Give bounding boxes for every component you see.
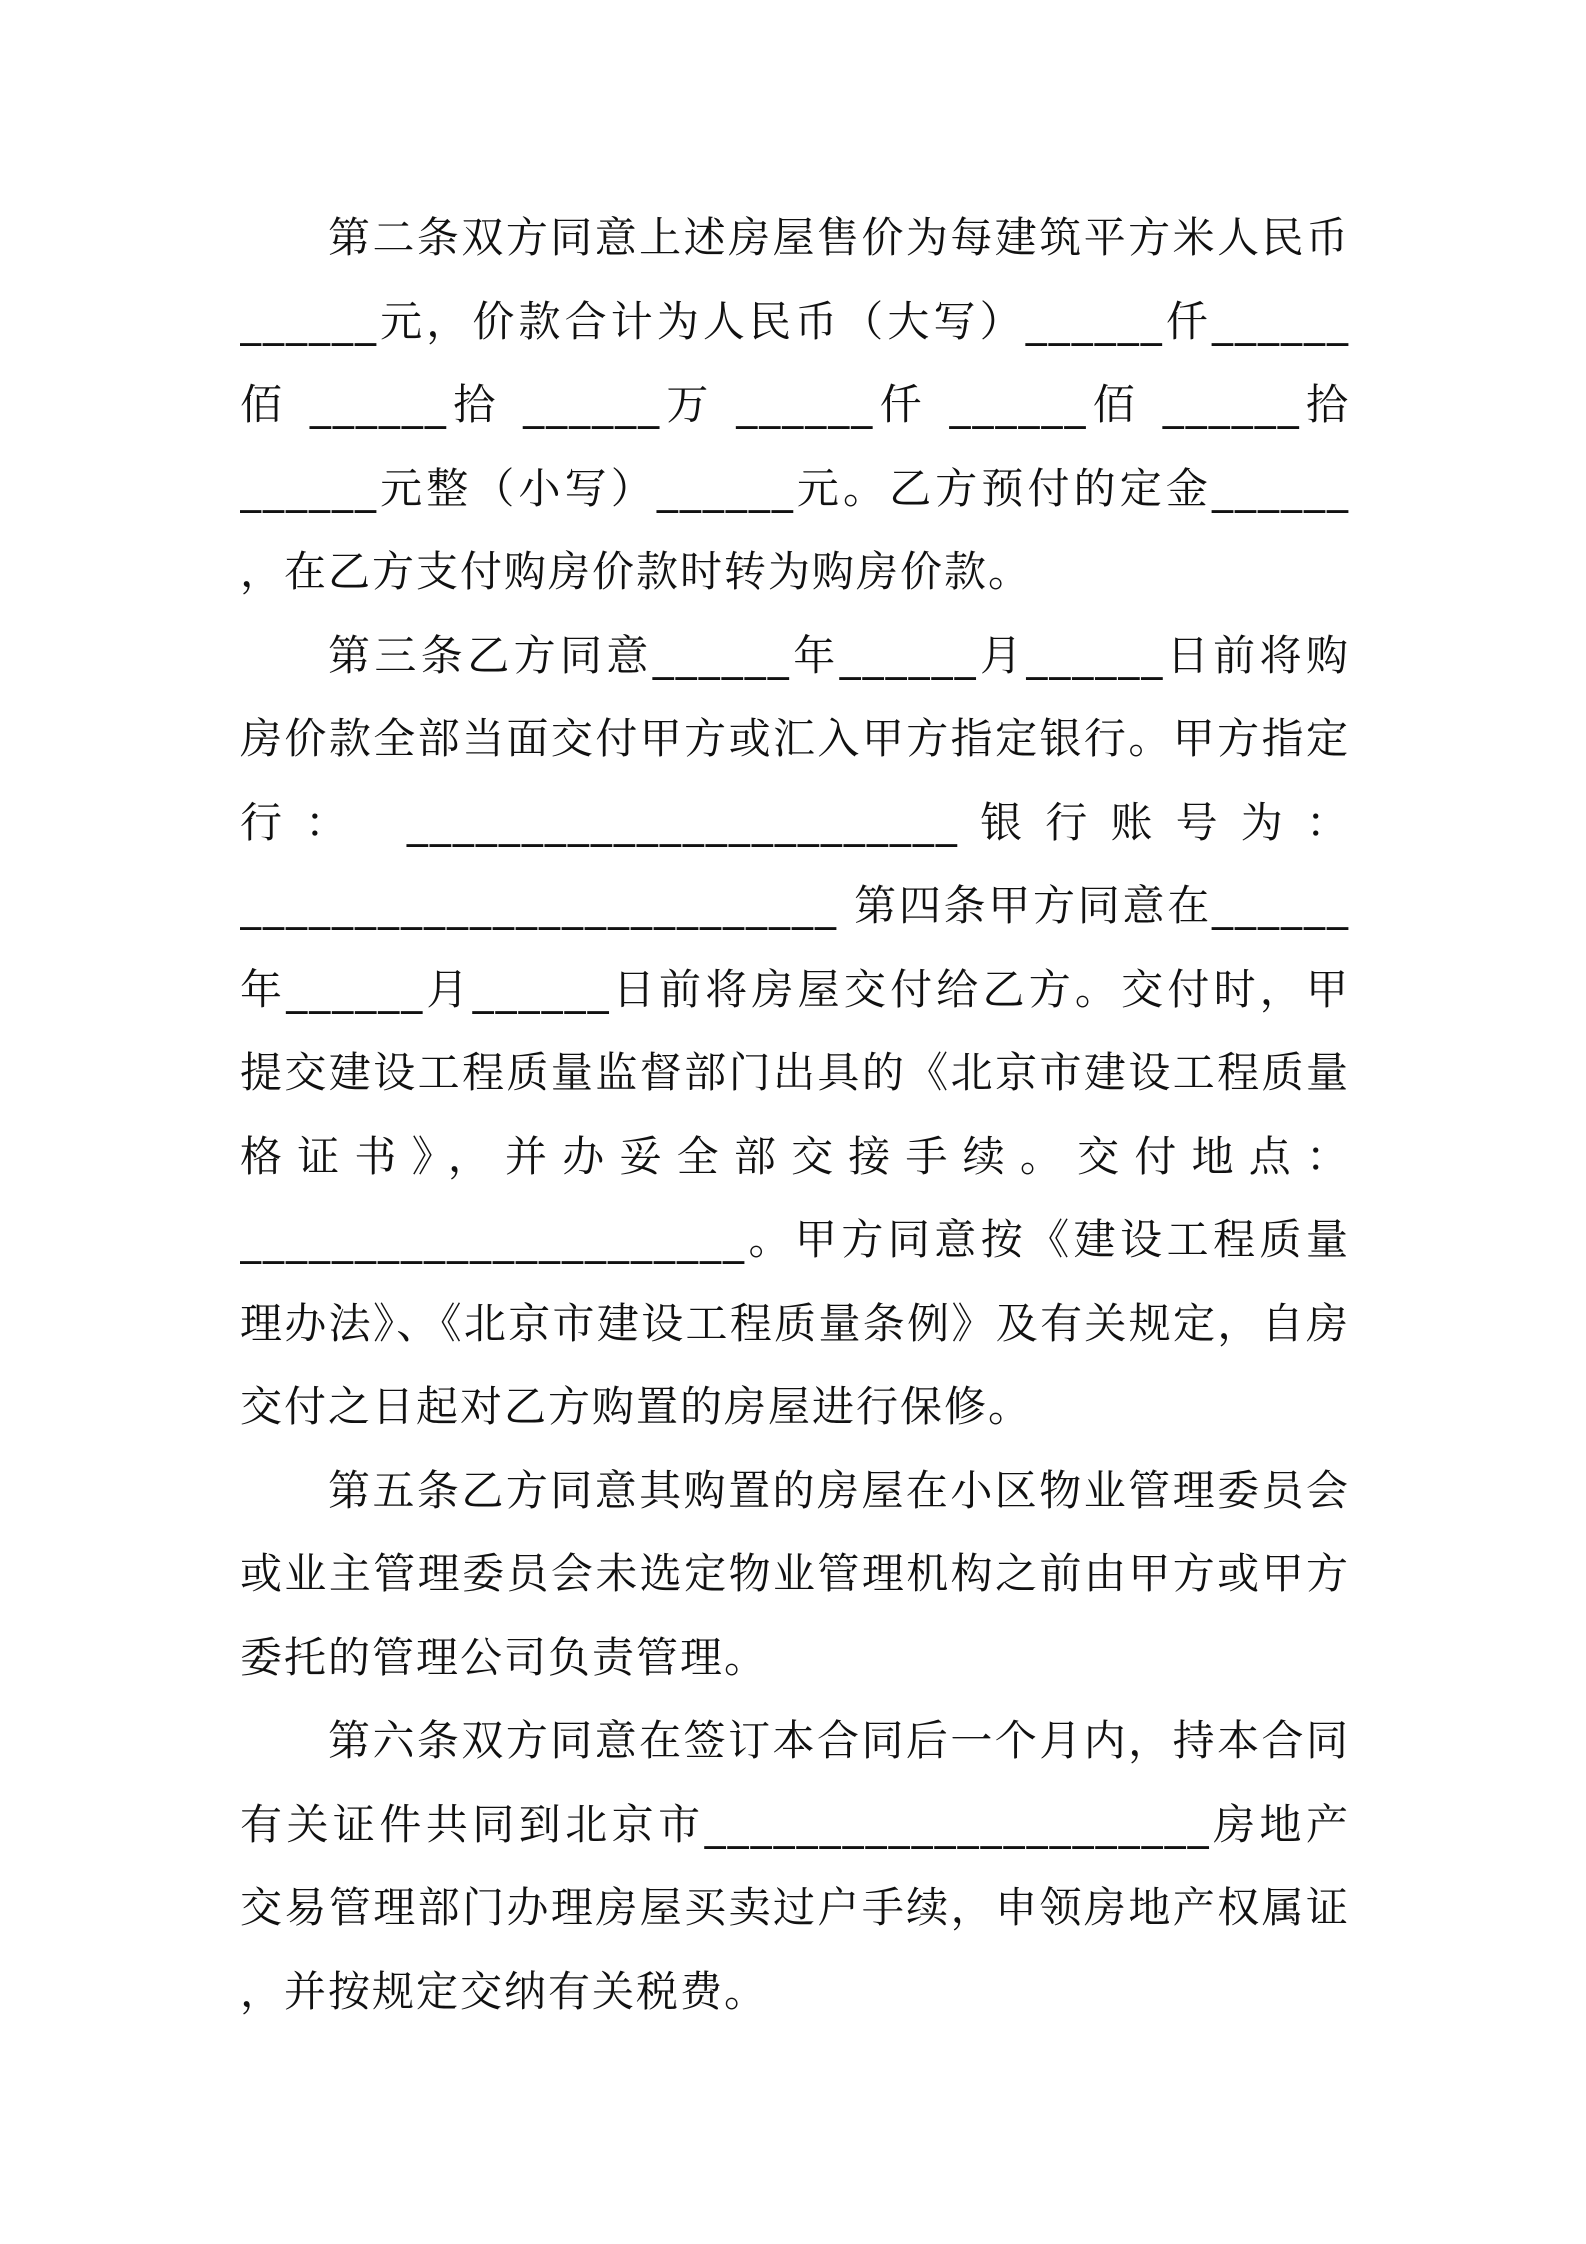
article-3-line-3: 行： ________________________银行账号为： <box>240 797 1350 847</box>
article-4-line-3: 提交建设工程质量监督部门出具的《北京市建设工程质量 <box>240 1048 1350 1097</box>
article-3-line-2: 房价款全部当面交付甲方或汇入甲方指定银行。甲方指定 <box>240 714 1350 763</box>
article-2-line-5: ，在乙方支付购房价款时转为购房价款。 <box>240 547 1033 596</box>
article-5-line-1: 第五条乙方同意其购置的房屋在小区物业管理委员会 <box>328 1465 1350 1515</box>
article-4-line-5: ______________________。甲方同意按《建设工程质量 <box>240 1215 1350 1264</box>
article-6-line-4: ，并按规定交纳有关税费。 <box>240 1966 769 2016</box>
article-5-line-2: 或业主管理委员会未选定物业管理机构之前由甲方或甲方 <box>240 1549 1350 1598</box>
article-2-line-4: ______元整（小写）______元。乙方预付的定金______ <box>240 463 1350 513</box>
article-6-line-3: 交易管理部门办理房屋买卖过户手续，申领房地产权属证 <box>240 1883 1350 1932</box>
article-3-4-line-4: __________________________ 第四条甲方同意在______ <box>240 881 1350 930</box>
contract-body <box>240 196 1350 2033</box>
article-4-line-2: 年______月______日前将房屋交付给乙方。交付时，甲 <box>240 964 1350 1014</box>
article-2-line-2: ______元，价款合计为人民币（大写）______仟______ <box>240 296 1350 346</box>
article-4-line-6: 理办法》、《北京市建设工程质量条例》及有关规定，自房 <box>240 1298 1350 1348</box>
article-6-line-2: 有关证件共同到北京市______________________房地产 <box>240 1799 1350 1849</box>
article-4-line-7: 交付之日起对乙方购置的房屋进行保修。 <box>240 1382 1033 1431</box>
article-3-line-1: 第三条乙方同意______年______月______日前将购 <box>328 630 1350 680</box>
article-2-line-1: 第二条双方同意上述房屋售价为每建筑平方米人民币 <box>328 213 1350 262</box>
article-4-line-4: 格证书》，并办妥全部交接手续。交付地点： <box>240 1131 1350 1181</box>
article-2-line-3: 佰 ______拾 ______万 ______仟 ______佰 ______拾 <box>240 380 1350 429</box>
article-6-line-1: 第六条双方同意在签订本合同后一个月内，持本合同 <box>328 1716 1350 1765</box>
article-5-line-3: 委托的管理公司负责管理。 <box>240 1632 769 1682</box>
